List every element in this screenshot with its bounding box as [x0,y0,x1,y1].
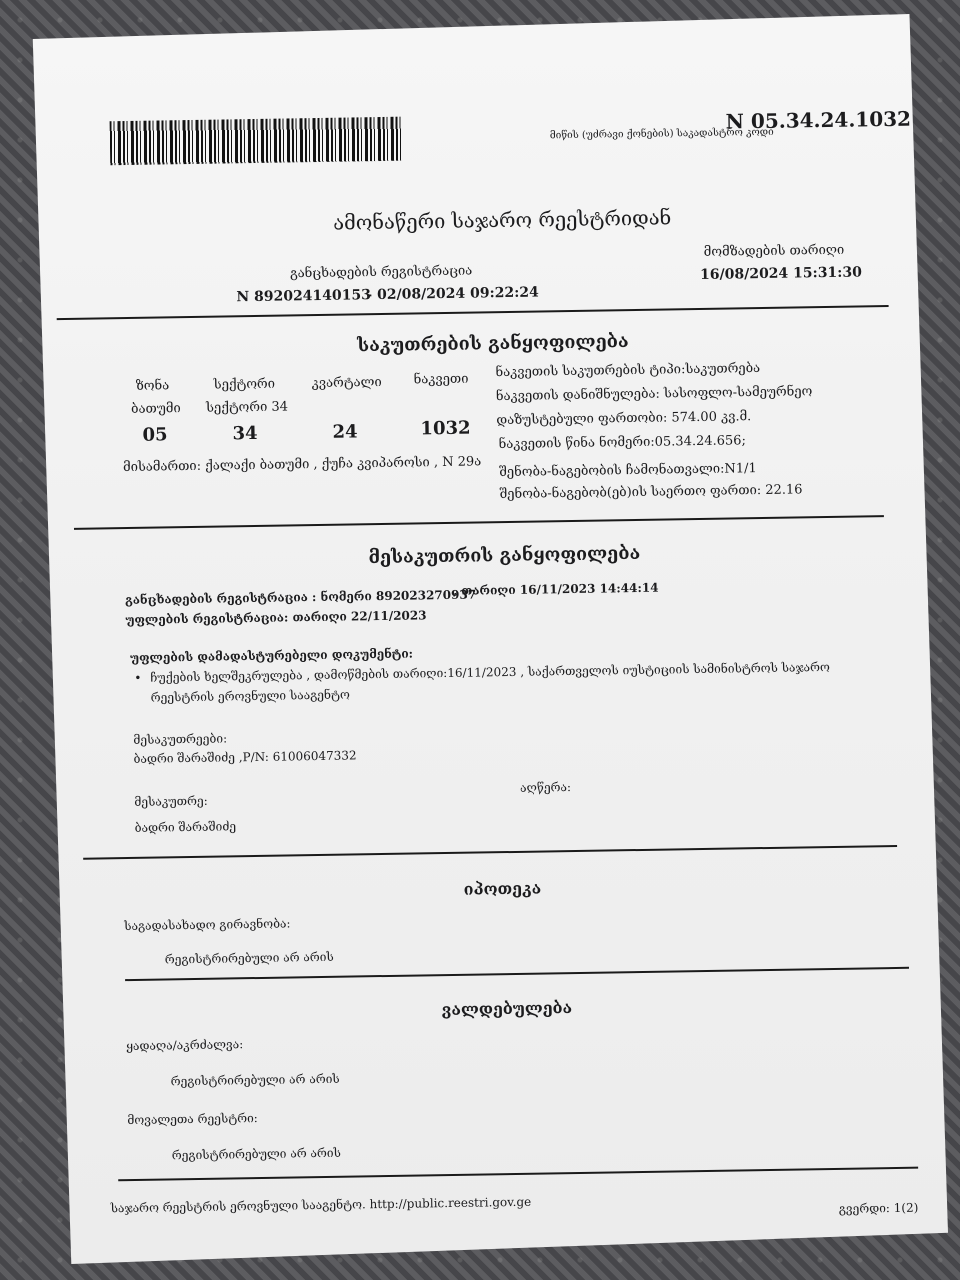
owner-label: მესაკუთრე: [134,793,208,809]
parcel-label: ნაკვეთი [413,371,469,388]
tax-lien-label: საგადასახადო გირავნობა: [124,916,291,934]
parcel-purpose: ნაკვეთის დანიშნულება: სასოფლო-სამეურნეო [495,384,813,405]
document-line-1: • ჩუქების ხელშეკრულება , დამოწმების თარიღი:16/11/2023 , საქართველოს იუსტიციის სამინისტროს საჯარო [150,660,830,685]
owner-application-registration: განცხადების რეგისტრაცია : ნომერი 892023270937 [125,587,477,608]
owner-section-title: მესაკუთრის განყოფილება [368,542,641,569]
prepared-label: მომზადების თარიღი [703,242,845,260]
owner-value: ბადრი შარაშიძე [134,819,237,835]
sector-name: სექტორი 34 [205,399,289,416]
doc-number: N 05.34.24.1032 [725,106,912,134]
seizure-value: რეგისტრირებული არ არის [170,1071,340,1089]
previous-number: ნაკვეთის წინა ნომერი:05.34.24.656; [498,433,747,453]
page-title: ამონაწერი საჯარო რეესტრიდან [333,205,672,235]
seizure-label: ყადაღა/აკრძალვა: [126,1037,244,1054]
divider [83,845,897,860]
footer-agency: საჯარო რეესტრის ეროვნული სააგენტო. http://public.reestri.gov.ge [110,1194,532,1216]
address: მისამართი: ქალაქი ბათუმი , ქუჩა კვიპაროსი , N 29ა [122,454,482,476]
registry-extract [60,7,929,1250]
divider [74,515,884,530]
zone-label: ზონა [135,378,170,394]
ownership-type: ნაკვეთის საკუთრების ტიპი:საკუთრება [495,361,761,381]
footer-page-number: გვერდი: 1(2) [838,1200,919,1216]
doc-number-caption: მიწის (უძრავი ქონების) საკადასტრო კოდი [549,126,774,142]
buildings-list: შენობა-ნაგებობის ჩამონათვალი:N1/1 [499,461,757,481]
divider [57,305,889,320]
owners-label: მესაკუთრეები: [133,731,228,747]
buildings-area: შენობა-ნაგებობ(ებ)ის საერთო ფართი: 22.16 [499,482,803,503]
quarter-label: კვარტალი [311,374,382,392]
documents-label: უფლების დამადასტურებელი დოკუმენტი: [129,646,414,665]
owner-application-date: , თარიღი 16/11/2023 14:44:14 [452,580,659,598]
property-section-title: საკუთრების განყოფილება [356,331,629,357]
sector-code: 34 [232,422,258,445]
prepared-date: 16/08/2024 15:31:30 [699,264,863,283]
parcel-area: დაზუსტებული ფართობი: 574.00 კვ.მ. [496,409,752,429]
application-label: განცხადების რეგისტრაცია [289,263,473,282]
description-label: აღწერა: [520,780,572,795]
barcode [110,117,403,166]
application-number: N 892024140153 [236,287,372,306]
zone-name: ბათუმი [131,401,181,417]
zone-code: 05 [142,424,168,446]
mortgage-section-title: იპოთეკა [463,878,542,899]
quarter-code: 24 [332,421,358,443]
debtors-value: რეგისტრირებული არ არის [171,1145,341,1163]
debtors-label: მოვალეთა რეესტრი: [127,1111,258,1128]
document-line-2: რეესტრის ეროვნული სააგენტო [150,687,350,705]
application-date: - 02/08/2024 09:22:24 [366,284,539,304]
divider [125,967,909,981]
sector-label: სექტორი [213,376,276,393]
right-registration: უფლების რეგისტრაცია: თარიღი 22/11/2023 [125,608,427,628]
owners-value: ბადრი შარაშიძე ,P/N: 61006047332 [133,748,357,766]
divider [118,1167,918,1182]
tax-lien-value: რეგისტრირებული არ არის [164,949,334,967]
parcel-code: 1032 [420,417,471,440]
obligations-section-title: ვალდებულება [441,998,573,1020]
